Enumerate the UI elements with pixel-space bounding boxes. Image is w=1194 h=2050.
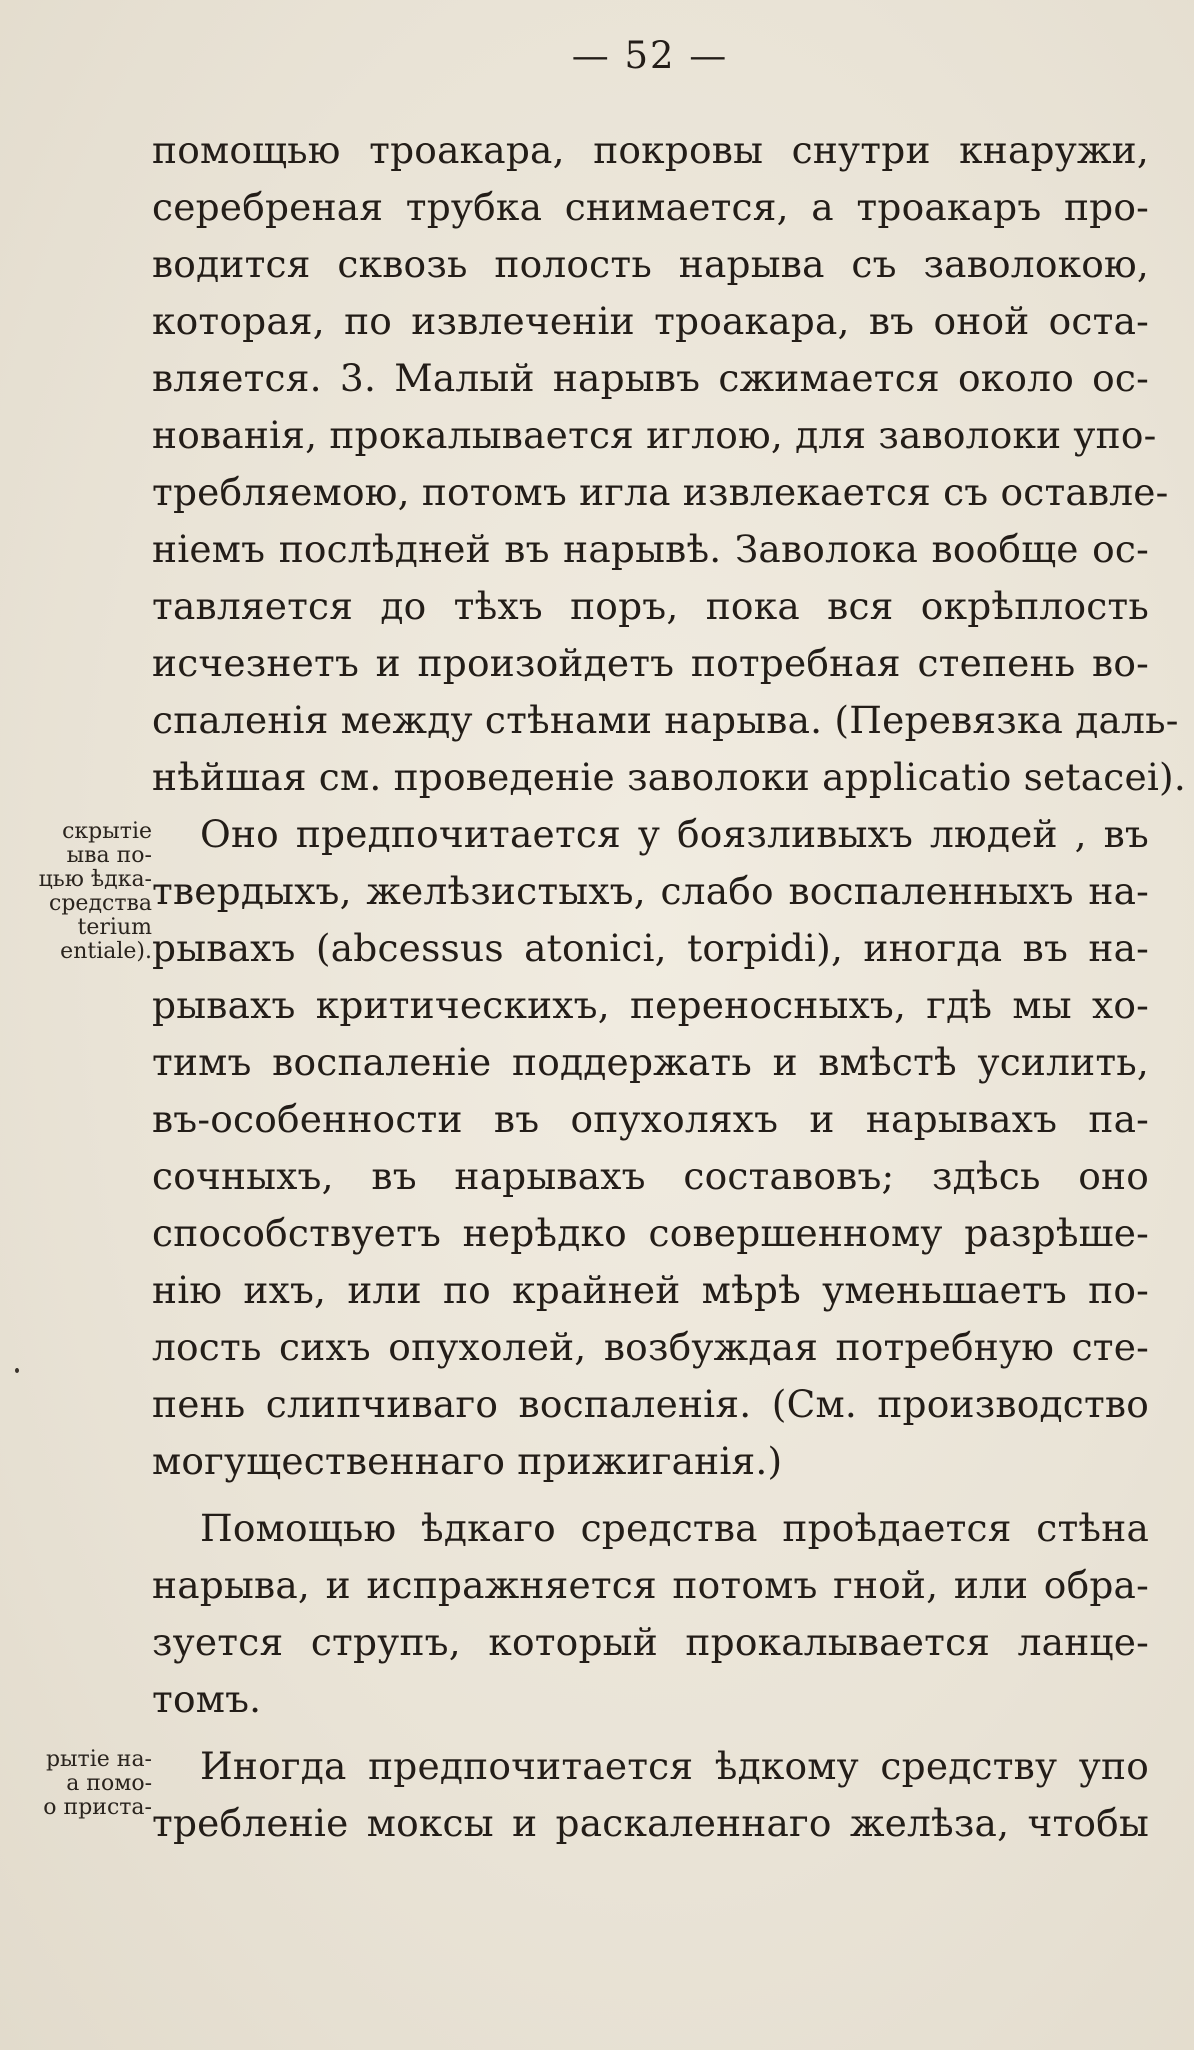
- text-line: лость сихъ опухолей, возбуждая потребную сте-: [152, 1325, 1149, 1369]
- margin-note: [39, 820, 152, 964]
- text-line: рывахъ (abcessus atonici, torpidi), иногда въ на-: [152, 926, 1149, 970]
- text-line: исчезнетъ и произойдетъ потребная степень во-: [152, 641, 1149, 685]
- text-line: нарыва, и испражняется потомъ гной, или обра-: [152, 1563, 1149, 1607]
- text-line: сочныхъ, въ нарывахъ составовъ; здѣсь оно: [152, 1154, 1149, 1198]
- text-line: которая, по извлеченіи троакара, въ оной оста-: [152, 299, 1149, 343]
- text-line: серебреная трубка снимается, а троакаръ про-: [152, 185, 1149, 229]
- margin-note-line: terium: [77, 915, 152, 940]
- text-line: пень слипчиваго воспаленія. (См. производство: [152, 1382, 1149, 1426]
- text-line: могущественнаго прижиганія.): [152, 1439, 783, 1483]
- text-line: требленіе моксы и раскаленнаго желѣза, чтобы: [152, 1801, 1149, 1845]
- text-line: вляется. 3. Малый нарывъ сжимается около ос-: [152, 356, 1149, 400]
- text-line: способствуетъ нерѣдко совершенному разрѣше-: [152, 1211, 1149, 1255]
- text-line: требляемою, потомъ игла извлекается съ оставле-: [152, 470, 1169, 514]
- text-line: нѣйшая см. проведеніе заволоки applicatio setacei).: [152, 755, 1186, 799]
- text-line: томъ.: [152, 1677, 262, 1721]
- margin-note-line: скрытіе: [62, 819, 152, 844]
- text-line: спаленія между стѣнами нарыва. (Перевязка даль-: [152, 698, 1179, 742]
- text-line: твердыхъ, желѣзистыхъ, слабо воспаленныхъ на-: [152, 869, 1149, 913]
- text-line: Иногда предпочитается ѣдкому средству упо: [200, 1744, 1149, 1788]
- text-line: въ-особенности въ опухоляхъ и нарывахъ па-: [152, 1097, 1149, 1141]
- margin-note-line: а помо-: [66, 1771, 152, 1796]
- text-line: ніемъ послѣдней въ нарывѣ. Заволока вообще ос-: [152, 527, 1149, 571]
- margin-note-line: рытіе на-: [45, 1747, 152, 1772]
- text-line: рывахъ критическихъ, переносныхъ, гдѣ мы хо-: [152, 983, 1149, 1027]
- ink-speck: [15, 1368, 19, 1373]
- text-line: тимъ воспаленіе поддержать и вмѣстѣ усилить,: [152, 1040, 1149, 1084]
- text-line: нованія, прокалывается иглою, для заволоки упо-: [152, 413, 1157, 457]
- text-line: тавляется до тѣхъ поръ, пока вся окрѣплость: [152, 584, 1149, 628]
- margin-note-line: средства: [49, 891, 152, 916]
- margin-note-line: о приста-: [43, 1795, 152, 1820]
- text-line: Помощью ѣдкаго средства проѣдается стѣна: [200, 1506, 1149, 1550]
- text-line: зуется струпъ, который прокалывается ланце-: [152, 1620, 1149, 1664]
- text-line: нію ихъ, или по крайней мѣрѣ уменьшаетъ по-: [152, 1268, 1149, 1312]
- text-line: помощью троакара, покровы снутри кнаружи,: [152, 128, 1149, 172]
- margin-note: [43, 1748, 152, 1820]
- margin-note-line: цью ѣдка-: [38, 867, 152, 892]
- margin-note-line: entiale).: [60, 939, 152, 964]
- text-line: водится сквозь полость нарыва съ заволокою,: [152, 242, 1149, 286]
- margin-note-line: ыва по-: [66, 843, 152, 868]
- text-line: Оно предпочитается у боязливыхъ людей , въ: [200, 812, 1149, 856]
- page-number: — 52 —: [571, 34, 729, 77]
